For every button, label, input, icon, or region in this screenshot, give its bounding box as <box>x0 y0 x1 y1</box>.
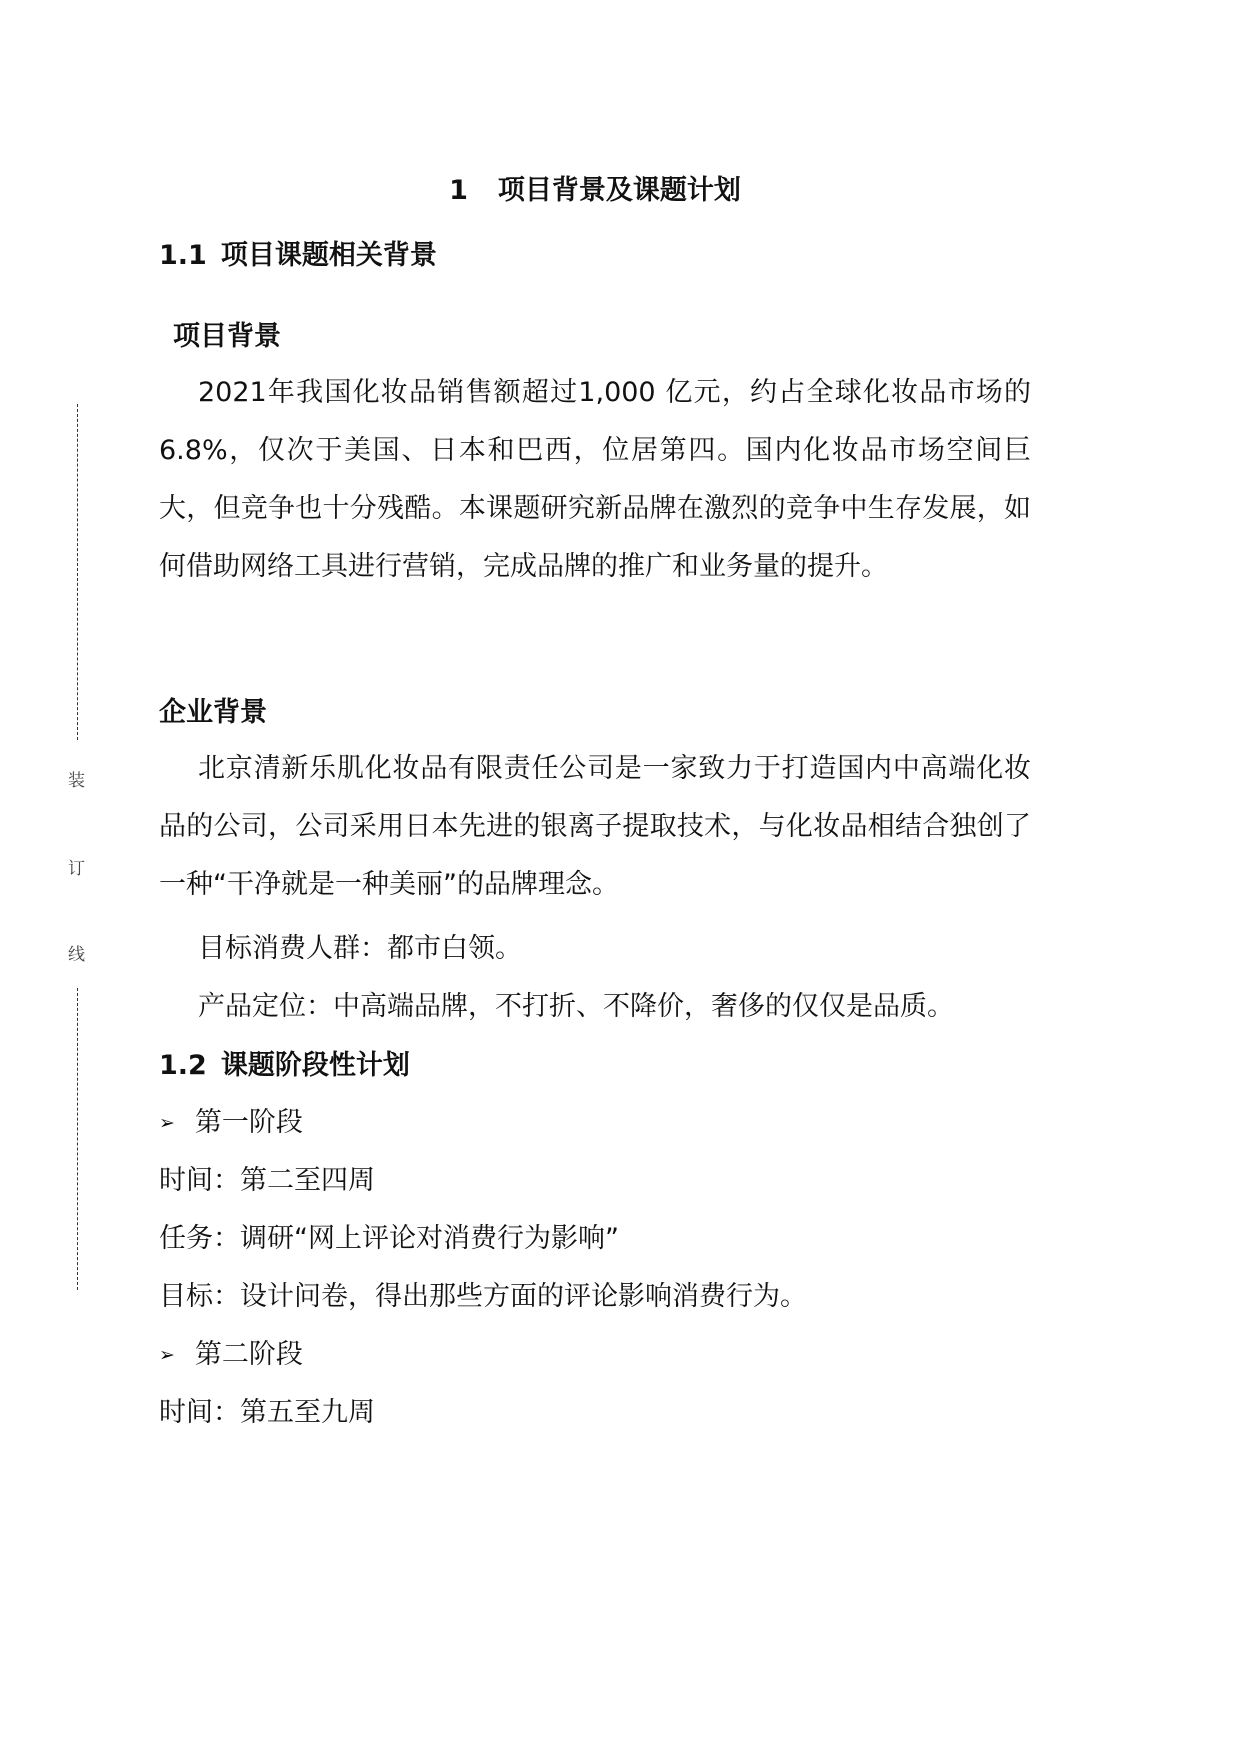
company-background-heading: 企业背景 <box>159 697 267 728</box>
binding-char-zhuang: 装 <box>68 771 85 791</box>
chapter-heading <box>0 168 1190 207</box>
phase1-task: 任务：调研“网上评论对消费行为影响” <box>159 1223 619 1254</box>
section-1-2-heading <box>159 1043 410 1082</box>
section-title: 课题阶段性计划 <box>220 1050 410 1081</box>
target-consumers-line: 目标消费人群：都市白领。 <box>198 933 522 964</box>
phase1-goal: 目标：设计问卷，得出那些方面的评论影响消费行为。 <box>159 1281 807 1312</box>
section-number: 1.2 <box>159 1050 207 1081</box>
binding-char-ding: 订 <box>68 859 85 879</box>
phase1-bullet-item <box>159 1100 303 1139</box>
arrow-bullet-icon: ➢ <box>159 1112 175 1134</box>
section-number: 1.1 <box>159 240 207 271</box>
project-background-paragraph: 2021年我国化妆品销售额超过1,000 亿元，约占全球化妆品市场的6.8%，仅次于美国、日本和巴西，位居第四。国内化妆品市场空间巨大，但竞争也十分残酷。本课题研究新品牌在激烈的竞争中生存发展，如何借助网络工具进行营销，完成品牌的推广和业务量的提升。 <box>159 377 1031 582</box>
phase2-bullet-item <box>159 1332 303 1371</box>
company-background-paragraph: 北京清新乐肌化妆品有限责任公司是一家致力于打造国内中高端化妆品的公司，公司采用日本先进的银离子提取技术，与化妆品相结合独创了一种“干净就是一种美丽”的品牌理念。 <box>159 753 1031 900</box>
chapter-title: 项目背景及课题计划 <box>497 175 741 206</box>
binding-dashed-line-top <box>77 404 78 740</box>
phase2-title: 第二阶段 <box>194 1339 303 1370</box>
arrow-bullet-icon: ➢ <box>159 1344 175 1366</box>
binding-char-xian: 线 <box>68 945 85 965</box>
section-1-1-heading <box>159 233 437 272</box>
binding-dashed-line-bottom <box>77 988 78 1290</box>
section-title: 项目课题相关背景 <box>220 240 437 271</box>
project-background-heading: 项目背景 <box>173 321 281 352</box>
phase1-title: 第一阶段 <box>194 1107 303 1138</box>
phase2-time: 时间：第五至九周 <box>159 1397 375 1428</box>
chapter-number: 1 <box>449 175 468 206</box>
product-positioning-line: 产品定位：中高端品牌，不打折、不降价，奢侈的仅仅是品质。 <box>198 991 954 1022</box>
phase1-time: 时间：第二至四周 <box>159 1165 375 1196</box>
